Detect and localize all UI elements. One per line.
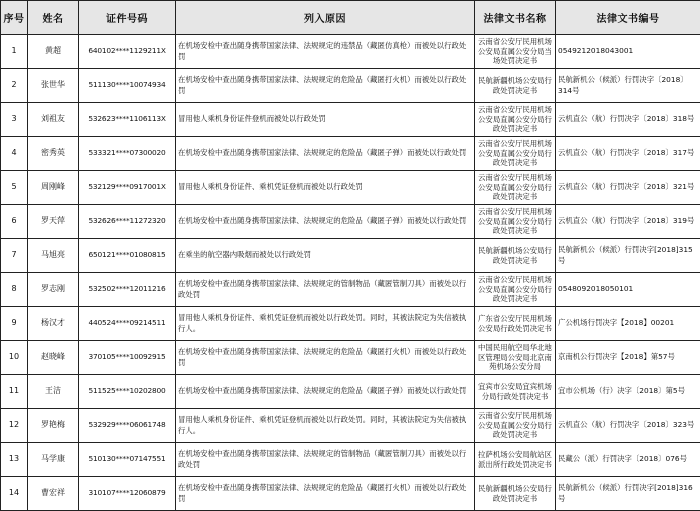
- table-row: [1, 239, 700, 273]
- row-document-name: 宜宾市公安局宜宾机场分局行政处罚决定书: [475, 375, 556, 409]
- row-name: 周刚峰: [28, 171, 79, 205]
- header-id-number: 证件号码: [79, 1, 176, 35]
- table-row: [1, 375, 700, 409]
- row-index: 6: [1, 205, 28, 239]
- row-document-number: 云机直公（航）行罚决字〔2018〕323号: [556, 409, 700, 443]
- row-document-number: 民航新机公（候派）行罚决字[2018]316号: [556, 477, 700, 511]
- table-row: [1, 307, 700, 341]
- row-index: 14: [1, 477, 28, 511]
- row-name: 马旭亮: [28, 239, 79, 273]
- row-name: 张世华: [28, 69, 79, 103]
- row-reason: 在机场安检中查出随身携带国家法律、法规规定的危险品（藏匿子弹）而被处以行政处罚: [176, 375, 475, 409]
- row-index: 4: [1, 137, 28, 171]
- row-index: 12: [1, 409, 28, 443]
- table-row: [1, 409, 700, 443]
- row-name: 罗志刚: [28, 273, 79, 307]
- row-name: 马学康: [28, 443, 79, 477]
- row-reason: 在机场安检中查出随身携带国家法律、法规规定的危险品（藏匿打火机）而被处以行政处罚: [176, 69, 475, 103]
- header-name: 姓名: [28, 1, 79, 35]
- header-document-number: 法律文书编号: [556, 1, 700, 35]
- row-name: 赵晓峰: [28, 341, 79, 375]
- row-id-number: 532626****11272320: [79, 205, 176, 239]
- row-document-number: 民藏公（派）行罚决字〔2018〕076号: [556, 443, 700, 477]
- row-document-number: 0549212018043001: [556, 35, 700, 69]
- row-document-name: 云南省公安厅民用机场公安局直属公安分局行政处罚决定书: [475, 171, 556, 205]
- row-document-number: 广公机场行罚决字【2018】00201: [556, 307, 700, 341]
- table-row: [1, 273, 700, 307]
- row-id-number: 532129****0917001X: [79, 171, 176, 205]
- row-document-name: 民航新疆机场公安局行政处罚决定书: [475, 477, 556, 511]
- row-document-number: 云机直公（航）行罚决字〔2018〕319号: [556, 205, 700, 239]
- row-document-name: 云南省公安厅民用机场公安局直属公安分局当场处罚决定书: [475, 35, 556, 69]
- row-index: 5: [1, 171, 28, 205]
- row-reason: 在乘坐的航空器内吸烟而被处以行政处罚: [176, 239, 475, 273]
- table-row: [1, 477, 700, 511]
- header-document-name: 法律文书名称: [475, 1, 556, 35]
- row-id-number: 440524****09214511: [79, 307, 176, 341]
- row-reason: 在机场安检中查出随身携带国家法律、法规规定的管制物品（藏匿管制刀具）而被处以行政处罚: [176, 443, 475, 477]
- row-name: 罗艳梅: [28, 409, 79, 443]
- row-id-number: 510130****07147551: [79, 443, 176, 477]
- row-document-number: 宜市公机场（行）决字〔2018〕第5号: [556, 375, 700, 409]
- row-id-number: 532502****12011216: [79, 273, 176, 307]
- row-name: 刘祖友: [28, 103, 79, 137]
- row-document-number: 京南机公行罚决字【2018】第57号: [556, 341, 700, 375]
- row-index: 7: [1, 239, 28, 273]
- row-reason: 在机场安检中查出随身携带国家法律、法规规定的违禁品（藏匿仿真枪）而被处以行政处罚: [176, 35, 475, 69]
- row-index: 2: [1, 69, 28, 103]
- row-id-number: 532929****06061748: [79, 409, 176, 443]
- row-index: 3: [1, 103, 28, 137]
- row-id-number: 370105****10092915: [79, 341, 176, 375]
- row-document-number: 民航新机公（候派）行罚决字[2018]315号: [556, 239, 700, 273]
- row-reason: 在机场安检中查出随身携带国家法律、法规规定的危险品（藏匿打火机）而被处以行政处罚: [176, 341, 475, 375]
- row-reason: 在机场安检中查出随身携带国家法律、法规规定的危险品（藏匿子弹）而被处以行政处罚: [176, 137, 475, 171]
- table-row: [1, 103, 700, 137]
- row-index: 10: [1, 341, 28, 375]
- row-reason: 在机场安检中查出随身携带国家法律、法规规定的管制物品（藏匿管制刀具）而被处以行政处罚: [176, 273, 475, 307]
- row-id-number: 532623****1106113X: [79, 103, 176, 137]
- header-row: [1, 1, 700, 35]
- row-document-number: 云机直公（航）行罚决字〔2018〕317号: [556, 137, 700, 171]
- row-index: 8: [1, 273, 28, 307]
- row-reason: 冒用他人乘机身份证件、乘机凭证登机而被处以行政处罚。同时，其被法院定为失信被执行人。: [176, 307, 475, 341]
- row-reason: 冒用他人乘机身份证件、乘机凭证登机而被处以行政处罚: [176, 171, 475, 205]
- row-document-name: 云南省公安厅民用机场公安局直属公安分局行政处罚决定书: [475, 103, 556, 137]
- row-document-number: 云机直公（航）行罚决字〔2018〕318号: [556, 103, 700, 137]
- table-row: [1, 69, 700, 103]
- row-index: 9: [1, 307, 28, 341]
- table-row: [1, 171, 700, 205]
- row-name: 王洁: [28, 375, 79, 409]
- row-document-number: 民航新机公（候派）行罚决字〔2018〕314号: [556, 69, 700, 103]
- row-document-name: 中国民用航空局华北地区管理局公安局北京南苑机场公安分局: [475, 341, 556, 375]
- row-index: 11: [1, 375, 28, 409]
- row-id-number: 511525****10202800: [79, 375, 176, 409]
- table-row: [1, 341, 700, 375]
- table-row: [1, 205, 700, 239]
- row-reason: 冒用他人乘机身份证件、乘机凭证登机而被处以行政处罚。同时，其被法院定为失信被执行人。: [176, 409, 475, 443]
- row-index: 13: [1, 443, 28, 477]
- row-id-number: 650121****01080815: [79, 239, 176, 273]
- row-id-number: 310107****12060879: [79, 477, 176, 511]
- row-id-number: 640102****1129211X: [79, 35, 176, 69]
- table-row: [1, 443, 700, 477]
- row-id-number: 533321****07300020: [79, 137, 176, 171]
- row-id-number: 511130****10074934: [79, 69, 176, 103]
- row-document-name: 民航新疆机场公安局行政处罚决定书: [475, 69, 556, 103]
- row-name: 罗天萍: [28, 205, 79, 239]
- row-document-name: 云南省公安厅民用机场公安局直属公安分局行政处罚决定书: [475, 409, 556, 443]
- header-reason: 列入原因: [176, 1, 475, 35]
- row-document-name: 拉萨机场公安局航站区派出所行政处罚决定书: [475, 443, 556, 477]
- table-row: [1, 137, 700, 171]
- table-row: [1, 35, 700, 69]
- row-reason: 在机场安检中查出随身携带国家法律、法规规定的危险品（藏匿子弹）而被处以行政处罚: [176, 205, 475, 239]
- row-document-number: 0548092018050101: [556, 273, 700, 307]
- row-document-name: 云南省公安厅民用机场公安局直属公安分局行政处罚决定书: [475, 205, 556, 239]
- row-document-name: 广东省公安厅民用机场公安局行政处罚决定书: [475, 307, 556, 341]
- row-document-number: 云机直公（航）行罚决字〔2018〕321号: [556, 171, 700, 205]
- row-reason: 在机场安检中查出随身携带国家法律、法规规定的危险品（藏匿打火机）而被处以行政处罚: [176, 477, 475, 511]
- row-document-name: 云南省公安厅民用机场公安局直属公安分局行政处罚决定书: [475, 137, 556, 171]
- row-name: 杨汉才: [28, 307, 79, 341]
- header-index: 序号: [1, 1, 28, 35]
- row-reason: 冒用他人乘机身份证件登机而被处以行政处罚: [176, 103, 475, 137]
- row-document-name: 云南省公安厅民用机场公安局直属公安分局行政处罚决定书: [475, 273, 556, 307]
- row-index: 1: [1, 35, 28, 69]
- row-document-name: 民航新疆机场公安局行政处罚决定书: [475, 239, 556, 273]
- table-body: [1, 35, 700, 511]
- row-name: 密秀英: [28, 137, 79, 171]
- row-name: 曹宏祥: [28, 477, 79, 511]
- row-name: 黄超: [28, 35, 79, 69]
